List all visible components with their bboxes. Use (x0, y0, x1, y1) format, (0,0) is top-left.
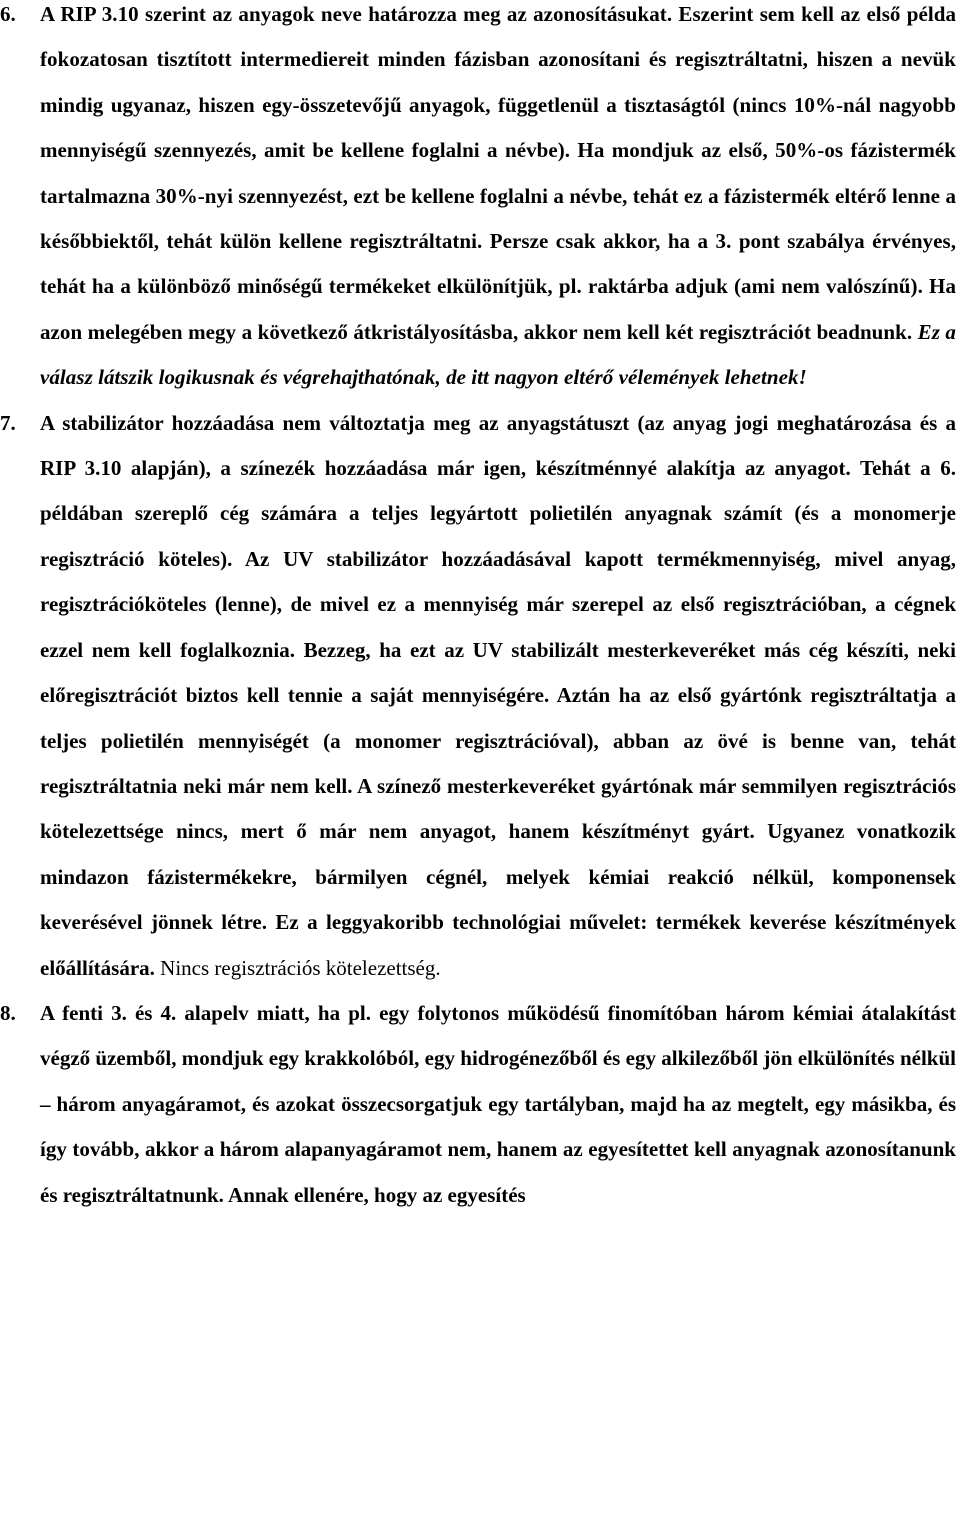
item-7-body: A stabilizátor hozzáadása nem változtatja meg az anyagstátuszt (az anyag jogi meghatározása és a RIP 3.10 alapján), a színezék hozzáadása már igen, készítménnyé alakítja az anyagot. Tehát a 6. példában szereplő cég számára a teljes legyártott polietilén anyagnak számít (és a monomerje regisztráció köteles). Az UV stabilizátor hozzáadásával kapott termékmennyiség, mivel anyag, regisztrációköteles (lenne), de mivel ez a mennyiség már szerepel az első regisztrációban, a cégnek ezzel nem kell foglalkoznia. Bezzeg, ha ezt az UV stabilizált mesterkeveréket más cég készíti, neki előregisztrációt biztos kell tennie a saját mennyiségére. Aztán ha az első gyártónk regisztráltatja a teljes polietilén mennyiségét (a monomer regisztrációval), abban az övé is benne van, tehát regisztráltatnia neki már nem kell. A színező mesterkeveréket gyártónak már semmilyen regisztrációs kötelezettsége nincs, mert ő már nem anyagot, hanem készítményt gyárt. Ugyanez vonatkozik mindazon fázistermékekre, bármilyen cégnél, melyek kémiai reakció nélkül, komponensek keverésével jönnek létre. Ez a leggyakoribb technológiai művelet: termékek keverése készítmények előállítására. (40, 410, 956, 980)
list-item-6 (0, 0, 960, 401)
item-number: 6. (0, 2, 16, 26)
item-number: 7. (0, 410, 16, 435)
item-7-plain-note: Nincs regisztrációs kötelezettség. (160, 955, 441, 980)
item-6-italic-note: Ez a válasz látszik logikusnak és végrehajthatónak, de itt nagyon eltérő vélemények lehetnek! (40, 319, 956, 390)
item-6-body: A RIP 3.10 szerint az anyagok neve határozza meg az azonosításukat. Eszerint sem kell az első példa fokozatosan tisztított intermediereit minden fázisban azonosítani és regisztráltatni, hiszen a nevük mindig ugyanaz, hiszen egy-összetevőjű anyagok, függetlenül a tisztaságtól (nincs 10%-nál nagyobb mennyiségű szennyezés, amit be kellene foglalni a névbe). Ha mondjuk az első, 50%-os fázistermék tartalmazna 30%-nyi szennyezést, ezt be kellene foglalni a névbe, tehát ez a fázistermék eltérő lenne a későbbiektől, tehát külön kellene regisztráltatni. Persze csak akkor, ha a 3. pont szabálya érvényes, tehát ha a különböző minőségű termékeket elkülönítjük, pl. raktárba adjuk (ami nem valószínű). Ha azon melegében megy a következő átkristályosításba, akkor nem kell két regisztrációt beadnunk. (40, 2, 956, 344)
list-item-8 (0, 991, 960, 1218)
item-number: 8. (0, 1000, 16, 1025)
item-8-body: A fenti 3. és 4. alapelv miatt, ha pl. egy folytonos működésű finomítóban három kémiai átalakítást végző üzemből, mondjuk egy krakkolóból, egy hidrogénezőből és egy alkilezőből jön elkülönítés nélkül – három anyagáramot, és azokat összecsorgatjuk egy tartályban, majd ha az megtelt, egy másikba, és így tovább, akkor a három alapanyagáramot nem, hanem az egyesítettet kell anyagnak azonosítanunk és regisztráltatnunk. Annak ellenére, hogy az egyesítés (40, 1000, 956, 1207)
list-item-7 (0, 401, 960, 991)
